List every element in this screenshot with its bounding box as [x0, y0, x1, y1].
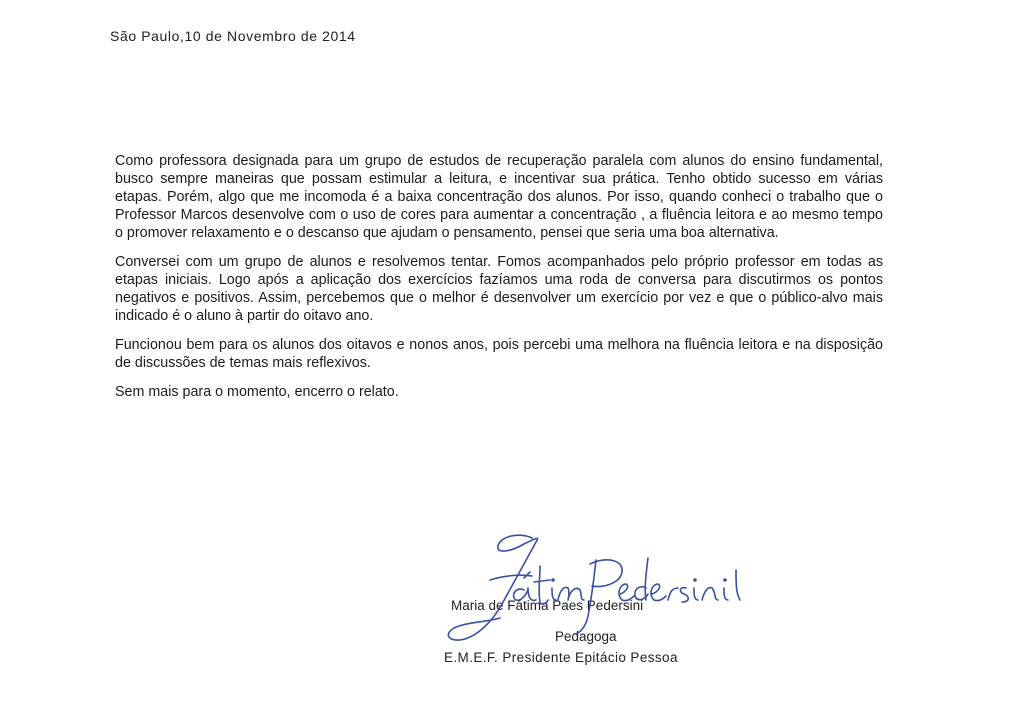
paragraph-1: Como professora designada para um grupo de estudos de recuperação paralela com alunos do ensino fundamental, busco sempre maneiras que possam estimular a leitura, e incentivar sua prática. Tenho obtido sucesso em várias etapas. Porém, algo que me incomoda é a baixa concentração dos alunos. Por isso, quando conheci o trabalho que o Professor Marcos desenvolve com o uso de cores para aumentar a concentração , a fluência leitora e ao mesmo tempo o promover relaxamento e o descanso que ajudam o pensamento, pensei que seria uma boa alternativa. — [115, 153, 883, 241]
paragraph-2: Conversei com um grupo de alunos e resolvemos tentar. Fomos acompanhados pelo próprio professor em todas as etapas iniciais. Logo após a aplicação dos exercícios fazíamos uma roda de conversa para discutirmos os pontos negativos e positivos. Assim, percebemos que o melhor é desenvolver um exercício por vez e que o público-alvo mais indicado é o aluno à partir do oitavo ano. — [115, 254, 883, 324]
signatory-role: Pedagoga — [555, 629, 617, 644]
paragraph-4: Sem mais para o momento, encerro o relato. — [115, 384, 399, 400]
signatory-name: Maria de Fátima Paes Pedersini — [451, 598, 644, 613]
signatory-school: E.M.E.F. Presidente Epitácio Pessoa — [444, 650, 678, 665]
letter-date: São Paulo,10 de Novembro de 2014 — [110, 28, 356, 44]
handwritten-signature — [440, 530, 780, 650]
letter-body — [115, 152, 883, 412]
paragraph-3: Funcionou bem para os alunos dos oitavos e nonos anos, pois percebi uma melhora na fluência leitora e na disposição de discussões de temas mais reflexivos. — [115, 337, 883, 371]
signature-block — [440, 530, 780, 680]
